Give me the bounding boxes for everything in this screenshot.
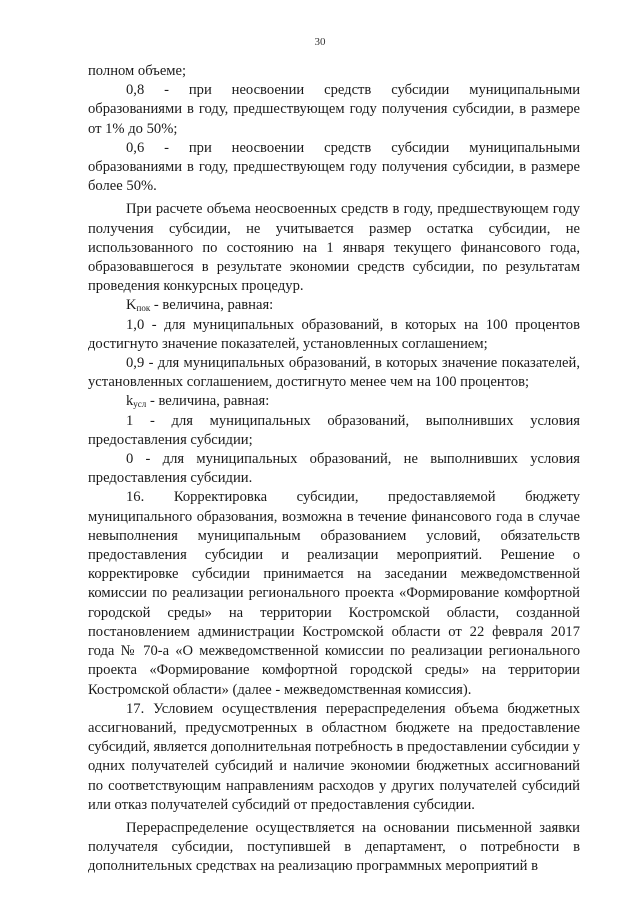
k-usl-subscript: усл — [133, 399, 147, 410]
paragraph-coef-08: 0,8 - при неосвоении средств субсидии муниципальными образованиями в году, предшествующем году получения субсидии, в размере от 1% до 50%; — [88, 82, 580, 137]
paragraph-k-usl — [88, 392, 580, 411]
k-pok-subscript: пок — [136, 303, 151, 314]
paragraph-pok-09: 0,9 - для муниципальных образований, в которых значение показателей, установленных соглашением, достигнуто менее чем на 100 процентов; — [88, 355, 580, 391]
k-usl-text: - величина, равная: — [146, 393, 270, 410]
paragraph-usl-1: 1 - для муниципальных образований, выполнивших условия предоставления субсидии; — [88, 412, 580, 448]
paragraph-item-17: 17. Условием осуществления перераспределения объема бюджетных ассигнований, предусмотренных в областном бюджете на предоставление субсидий, является дополнительная потребность в предоставлении субсидии у одних получателей субсидий и наличие экономии бюджетных ассигнований по соответствующим направлениям расходов у других получателей субсидий или отказ получателей субсидий от предоставления субсидии. — [88, 700, 580, 813]
page-number: 30 — [314, 36, 326, 48]
k-pok-text: - величина, равная: — [150, 297, 274, 314]
paragraph-item-16: 16. Корректировка субсидии, предоставляемой бюджету муниципального образования, возможна в течение финансового года в случае невыполнения муниципальным образованием условий, обязательств предоставления субсидии и реализации мероприятий. Решение о корректировке субсидии принимается на заседании межведомственной комиссии по реализации регионального проекта «Формирование комфортной городской среды» на территории Костромской области, созданной постановлением администрации Костромской области от 22 февраля 2017 года № 70-а «О межведомственной комиссии по реализации регионального проекта «Формирование комфортной городской среды» на территории Костромской области» (далее - межведомственная комиссия). — [88, 489, 580, 698]
paragraph-pok-10: 1,0 - для муниципальных образований, в которых на 100 процентов достигнуто значение показателей, установленных соглашением; — [88, 316, 580, 352]
paragraph-k-pok — [88, 296, 580, 315]
paragraph-calc-note: При расчете объема неосвоенных средств в году, предшествующем году получения субсидии, не учитывается размер остатка субсидии, не использованного по состоянию на 1 января текущего финансового года, образовавшегося в результате экономии средств субсидии, по результатам проведения конкурсных процедур. — [88, 201, 580, 295]
k-pok-symbol: K — [126, 297, 137, 314]
paragraph-redistribution: Перераспределение осуществляется на основании письменной заявки получателя субсидии, поступившей в департамент, о потребности в дополнительных средствах на реализацию программных мероприятий в — [88, 819, 580, 875]
paragraph-usl-0: 0 - для муниципальных образований, не выполнивших условия предоставления субсидии. — [88, 451, 580, 487]
k-usl-symbol: k — [126, 393, 134, 410]
document-body — [88, 62, 580, 877]
paragraph-continuation: полном объеме; — [88, 63, 187, 79]
paragraph-coef-06: 0,6 - при неосвоении средств субсидии муниципальными образованиями в году, предшествующем году получения субсидии, в размере более 50%. — [88, 139, 580, 195]
